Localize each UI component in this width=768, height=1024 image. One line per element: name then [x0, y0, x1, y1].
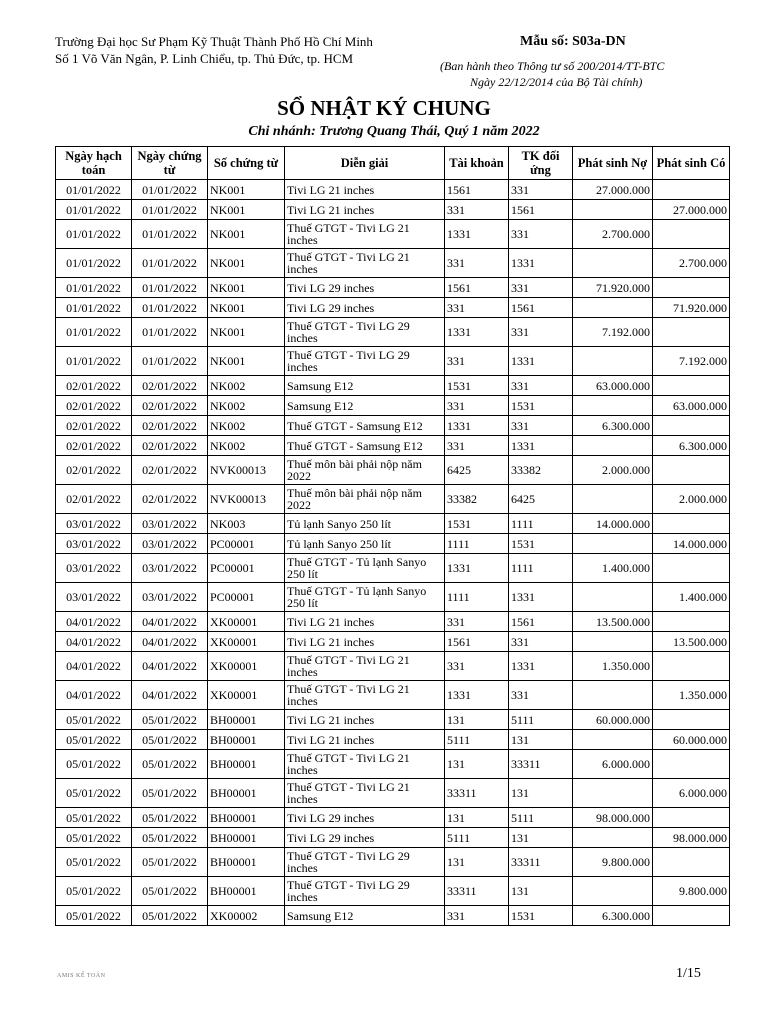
voucher-no-cell: NVK00013 [208, 485, 285, 514]
table-header-row [56, 147, 730, 180]
credit-cell [653, 220, 730, 249]
debit-cell: 98.000.000 [573, 808, 653, 828]
voucher-no-cell: XK00001 [208, 612, 285, 632]
voucher-date-cell: 02/01/2022 [132, 456, 208, 485]
voucher-date-cell: 01/01/2022 [132, 220, 208, 249]
table-row [56, 347, 730, 376]
contra-account-cell: 131 [509, 877, 573, 906]
voucher-date-cell: 02/01/2022 [132, 396, 208, 416]
credit-cell [653, 416, 730, 436]
debit-cell [573, 828, 653, 848]
voucher-no-cell: NK002 [208, 436, 285, 456]
voucher-no-cell: PC00001 [208, 554, 285, 583]
voucher-date-cell: 04/01/2022 [132, 652, 208, 681]
account-cell: 6425 [445, 456, 509, 485]
account-cell: 131 [445, 848, 509, 877]
debit-cell [573, 779, 653, 808]
contra-account-cell: 1531 [509, 906, 573, 926]
page-subtitle: Chi nhánh: Trương Quang Thái, Quý 1 năm 2022 [248, 124, 540, 139]
voucher-date-cell: 05/01/2022 [132, 730, 208, 750]
posting-date-cell: 03/01/2022 [56, 583, 132, 612]
debit-cell: 14.000.000 [573, 514, 653, 534]
voucher-date-cell: 03/01/2022 [132, 534, 208, 554]
table-row [56, 514, 730, 534]
voucher-no-cell: NK002 [208, 396, 285, 416]
description-cell: Thuế GTGT - Tivi LG 21 inches [285, 652, 445, 681]
description-cell: Tủ lạnh Sanyo 250 lít [285, 514, 445, 534]
voucher-no-cell: BH00001 [208, 808, 285, 828]
debit-cell [573, 249, 653, 278]
voucher-date-cell: 01/01/2022 [132, 278, 208, 298]
contra-account-cell: 131 [509, 828, 573, 848]
posting-date-cell: 05/01/2022 [56, 877, 132, 906]
contra-account-cell: 1331 [509, 347, 573, 376]
credit-cell [653, 318, 730, 347]
account-cell: 131 [445, 808, 509, 828]
voucher-date-cell: 04/01/2022 [132, 681, 208, 710]
credit-cell [653, 612, 730, 632]
contra-account-cell: 1111 [509, 514, 573, 534]
posting-date-cell: 05/01/2022 [56, 848, 132, 877]
posting-date-cell: 01/01/2022 [56, 220, 132, 249]
contra-account-cell: 1331 [509, 583, 573, 612]
account-cell: 331 [445, 436, 509, 456]
account-cell: 331 [445, 652, 509, 681]
account-cell: 331 [445, 249, 509, 278]
debit-cell: 9.800.000 [573, 848, 653, 877]
contra-account-cell: 131 [509, 730, 573, 750]
voucher-no-cell: NK001 [208, 249, 285, 278]
description-cell: Thuế GTGT - Tivi LG 21 inches [285, 249, 445, 278]
posting-date-cell: 01/01/2022 [56, 180, 132, 200]
voucher-date-cell: 01/01/2022 [132, 318, 208, 347]
description-cell: Samsung E12 [285, 396, 445, 416]
col-voucher-no: Số chứng từ [208, 147, 285, 180]
account-cell: 1531 [445, 376, 509, 396]
debit-cell: 6.000.000 [573, 750, 653, 779]
account-cell: 1111 [445, 583, 509, 612]
contra-account-cell: 33311 [509, 848, 573, 877]
credit-cell [653, 376, 730, 396]
description-cell: Samsung E12 [285, 376, 445, 396]
voucher-date-cell: 01/01/2022 [132, 298, 208, 318]
account-cell: 1561 [445, 632, 509, 652]
account-cell: 1331 [445, 416, 509, 436]
table-row [56, 710, 730, 730]
description-cell: Thuế GTGT - Tivi LG 29 inches [285, 347, 445, 376]
credit-cell: 2.000.000 [653, 485, 730, 514]
voucher-no-cell: BH00001 [208, 710, 285, 730]
description-cell: Thuế GTGT - Tivi LG 21 inches [285, 750, 445, 779]
description-cell: Thuế GTGT - Tivi LG 29 inches [285, 318, 445, 347]
table-row [56, 808, 730, 828]
contra-account-cell: 331 [509, 318, 573, 347]
table-row [56, 779, 730, 808]
credit-cell [653, 514, 730, 534]
table-row [56, 220, 730, 249]
voucher-date-cell: 02/01/2022 [132, 485, 208, 514]
table-row [56, 456, 730, 485]
credit-cell: 2.700.000 [653, 249, 730, 278]
voucher-date-cell: 01/01/2022 [132, 180, 208, 200]
account-cell: 5111 [445, 730, 509, 750]
debit-cell: 6.300.000 [573, 906, 653, 926]
contra-account-cell: 1111 [509, 554, 573, 583]
contra-account-cell: 1561 [509, 298, 573, 318]
description-cell: Tivi LG 21 inches [285, 730, 445, 750]
debit-cell: 6.300.000 [573, 416, 653, 436]
table-row [56, 906, 730, 926]
description-cell: Tivi LG 21 inches [285, 612, 445, 632]
voucher-no-cell: BH00001 [208, 877, 285, 906]
account-cell: 131 [445, 750, 509, 779]
posting-date-cell: 03/01/2022 [56, 554, 132, 583]
voucher-no-cell: BH00001 [208, 750, 285, 779]
contra-account-cell: 5111 [509, 808, 573, 828]
description-cell: Tủ lạnh Sanyo 250 lít [285, 534, 445, 554]
description-cell: Samsung E12 [285, 906, 445, 926]
account-cell: 331 [445, 200, 509, 220]
credit-cell: 60.000.000 [653, 730, 730, 750]
voucher-no-cell: BH00001 [208, 848, 285, 877]
debit-cell [573, 583, 653, 612]
account-cell: 331 [445, 298, 509, 318]
credit-cell [653, 906, 730, 926]
contra-account-cell: 1531 [509, 534, 573, 554]
description-cell: Tivi LG 21 inches [285, 632, 445, 652]
debit-cell: 2.700.000 [573, 220, 653, 249]
description-cell: Thuế GTGT - Tủ lạnh Sanyo 250 lít [285, 554, 445, 583]
contra-account-cell: 33311 [509, 750, 573, 779]
table-row [56, 180, 730, 200]
issued-note-line2: Ngày 22/12/2014 của Bộ Tài chính) [470, 75, 643, 89]
contra-account-cell: 1561 [509, 612, 573, 632]
table-row [56, 877, 730, 906]
credit-cell: 1.350.000 [653, 681, 730, 710]
credit-cell [653, 278, 730, 298]
credit-cell [653, 808, 730, 828]
posting-date-cell: 04/01/2022 [56, 652, 132, 681]
voucher-date-cell: 05/01/2022 [132, 877, 208, 906]
voucher-date-cell: 05/01/2022 [132, 848, 208, 877]
debit-cell: 7.192.000 [573, 318, 653, 347]
voucher-no-cell: NK001 [208, 220, 285, 249]
table-row [56, 396, 730, 416]
col-contra-account: TK đối ứng [509, 147, 573, 180]
credit-cell: 9.800.000 [653, 877, 730, 906]
posting-date-cell: 05/01/2022 [56, 710, 132, 730]
posting-date-cell: 01/01/2022 [56, 200, 132, 220]
contra-account-cell: 1331 [509, 436, 573, 456]
voucher-no-cell: XK00001 [208, 652, 285, 681]
debit-cell: 1.400.000 [573, 554, 653, 583]
debit-cell: 71.920.000 [573, 278, 653, 298]
debit-cell: 60.000.000 [573, 710, 653, 730]
posting-date-cell: 02/01/2022 [56, 376, 132, 396]
col-account: Tài khoản [445, 147, 509, 180]
voucher-no-cell: NK001 [208, 200, 285, 220]
posting-date-cell: 04/01/2022 [56, 612, 132, 632]
issued-note-line1: (Ban hành theo Thông tư số 200/2014/TT-BTC [440, 59, 665, 73]
debit-cell: 2.000.000 [573, 456, 653, 485]
table-row [56, 730, 730, 750]
posting-date-cell: 03/01/2022 [56, 514, 132, 534]
voucher-no-cell: PC00001 [208, 534, 285, 554]
account-cell: 331 [445, 396, 509, 416]
description-cell: Tivi LG 29 inches [285, 298, 445, 318]
voucher-date-cell: 04/01/2022 [132, 612, 208, 632]
debit-cell [573, 877, 653, 906]
description-cell: Thuế GTGT - Tivi LG 21 inches [285, 779, 445, 808]
posting-date-cell: 01/01/2022 [56, 249, 132, 278]
posting-date-cell: 05/01/2022 [56, 730, 132, 750]
account-cell: 1331 [445, 220, 509, 249]
debit-cell [573, 730, 653, 750]
voucher-no-cell: PC00001 [208, 583, 285, 612]
posting-date-cell: 02/01/2022 [56, 436, 132, 456]
table-row [56, 612, 730, 632]
contra-account-cell: 1331 [509, 249, 573, 278]
debit-cell: 13.500.000 [573, 612, 653, 632]
table-row [56, 376, 730, 396]
account-cell: 1561 [445, 278, 509, 298]
description-cell: Tivi LG 21 inches [285, 200, 445, 220]
col-credit: Phát sinh Có [653, 147, 730, 180]
voucher-no-cell: NK002 [208, 416, 285, 436]
voucher-no-cell: XK00001 [208, 632, 285, 652]
contra-account-cell: 331 [509, 180, 573, 200]
voucher-no-cell: BH00001 [208, 730, 285, 750]
account-cell: 1111 [445, 534, 509, 554]
credit-cell [653, 848, 730, 877]
account-cell: 1331 [445, 554, 509, 583]
voucher-no-cell: NK002 [208, 376, 285, 396]
description-cell: Thuế GTGT - Tivi LG 21 inches [285, 220, 445, 249]
posting-date-cell: 05/01/2022 [56, 779, 132, 808]
account-cell: 331 [445, 612, 509, 632]
debit-cell [573, 632, 653, 652]
table-row [56, 298, 730, 318]
table-row [56, 318, 730, 347]
posting-date-cell: 01/01/2022 [56, 318, 132, 347]
account-cell: 331 [445, 906, 509, 926]
debit-cell [573, 396, 653, 416]
account-cell: 1531 [445, 514, 509, 534]
credit-cell: 6.000.000 [653, 779, 730, 808]
posting-date-cell: 04/01/2022 [56, 632, 132, 652]
page-title: SỔ NHẬT KÝ CHUNG [277, 96, 491, 120]
description-cell: Tivi LG 21 inches [285, 180, 445, 200]
description-cell: Tivi LG 29 inches [285, 808, 445, 828]
journal-table [55, 146, 730, 926]
posting-date-cell: 02/01/2022 [56, 485, 132, 514]
credit-cell: 7.192.000 [653, 347, 730, 376]
organization-address: Số 1 Võ Văn Ngân, P. Linh Chiểu, tp. Thủ Đức, tp. HCM [55, 51, 354, 66]
debit-cell: 63.000.000 [573, 376, 653, 396]
voucher-no-cell: NVK00013 [208, 456, 285, 485]
voucher-no-cell: NK001 [208, 318, 285, 347]
table-row [56, 200, 730, 220]
debit-cell [573, 681, 653, 710]
account-cell: 5111 [445, 828, 509, 848]
contra-account-cell: 331 [509, 416, 573, 436]
debit-cell [573, 534, 653, 554]
description-cell: Thuế GTGT - Tủ lạnh Sanyo 250 lít [285, 583, 445, 612]
credit-cell [653, 180, 730, 200]
account-cell: 1331 [445, 681, 509, 710]
voucher-no-cell: BH00001 [208, 828, 285, 848]
voucher-date-cell: 04/01/2022 [132, 632, 208, 652]
table-row [56, 278, 730, 298]
col-voucher-date: Ngày chứng từ [132, 147, 208, 180]
table-row [56, 848, 730, 877]
account-cell: 131 [445, 710, 509, 730]
description-cell: Thuế GTGT - Tivi LG 21 inches [285, 681, 445, 710]
debit-cell: 27.000.000 [573, 180, 653, 200]
col-debit: Phát sinh Nợ [573, 147, 653, 180]
voucher-date-cell: 05/01/2022 [132, 750, 208, 779]
voucher-no-cell: NK003 [208, 514, 285, 534]
table-row [56, 416, 730, 436]
table-row [56, 436, 730, 456]
posting-date-cell: 01/01/2022 [56, 347, 132, 376]
voucher-date-cell: 05/01/2022 [132, 710, 208, 730]
debit-cell [573, 347, 653, 376]
posting-date-cell: 03/01/2022 [56, 534, 132, 554]
table-row [56, 249, 730, 278]
table-row [56, 583, 730, 612]
voucher-date-cell: 01/01/2022 [132, 249, 208, 278]
voucher-no-cell: NK001 [208, 298, 285, 318]
credit-cell [653, 750, 730, 779]
voucher-date-cell: 05/01/2022 [132, 779, 208, 808]
posting-date-cell: 02/01/2022 [56, 416, 132, 436]
posting-date-cell: 02/01/2022 [56, 456, 132, 485]
description-cell: Thuế GTGT - Tivi LG 29 inches [285, 848, 445, 877]
voucher-date-cell: 02/01/2022 [132, 436, 208, 456]
table-row [56, 652, 730, 681]
contra-account-cell: 33382 [509, 456, 573, 485]
contra-account-cell: 5111 [509, 710, 573, 730]
voucher-no-cell: NK001 [208, 278, 285, 298]
credit-cell [653, 710, 730, 730]
voucher-date-cell: 05/01/2022 [132, 906, 208, 926]
voucher-date-cell: 05/01/2022 [132, 828, 208, 848]
account-cell: 1561 [445, 180, 509, 200]
voucher-date-cell: 01/01/2022 [132, 200, 208, 220]
voucher-no-cell: XK00001 [208, 681, 285, 710]
contra-account-cell: 331 [509, 632, 573, 652]
posting-date-cell: 01/01/2022 [56, 278, 132, 298]
posting-date-cell: 02/01/2022 [56, 396, 132, 416]
credit-cell: 71.920.000 [653, 298, 730, 318]
credit-cell: 63.000.000 [653, 396, 730, 416]
credit-cell: 13.500.000 [653, 632, 730, 652]
credit-cell [653, 652, 730, 681]
contra-account-cell: 131 [509, 779, 573, 808]
contra-account-cell: 6425 [509, 485, 573, 514]
footer-brand: AMIS KẾ TOÁN [57, 973, 106, 979]
voucher-no-cell: XK00002 [208, 906, 285, 926]
col-description: Diễn giải [285, 147, 445, 180]
voucher-date-cell: 05/01/2022 [132, 808, 208, 828]
description-cell: Thuế môn bài phải nộp năm 2022 [285, 456, 445, 485]
credit-cell: 1.400.000 [653, 583, 730, 612]
description-cell: Tivi LG 29 inches [285, 828, 445, 848]
account-cell: 331 [445, 347, 509, 376]
credit-cell: 27.000.000 [653, 200, 730, 220]
contra-account-cell: 1531 [509, 396, 573, 416]
voucher-date-cell: 02/01/2022 [132, 376, 208, 396]
account-cell: 1331 [445, 318, 509, 347]
voucher-date-cell: 03/01/2022 [132, 554, 208, 583]
debit-cell [573, 436, 653, 456]
account-cell: 33311 [445, 779, 509, 808]
contra-account-cell: 331 [509, 278, 573, 298]
account-cell: 33311 [445, 877, 509, 906]
contra-account-cell: 331 [509, 681, 573, 710]
account-cell: 33382 [445, 485, 509, 514]
posting-date-cell: 05/01/2022 [56, 906, 132, 926]
table-row [56, 554, 730, 583]
debit-cell [573, 485, 653, 514]
table-row [56, 632, 730, 652]
credit-cell: 6.300.000 [653, 436, 730, 456]
table-row [56, 534, 730, 554]
description-cell: Thuế GTGT - Tivi LG 29 inches [285, 877, 445, 906]
table-row [56, 681, 730, 710]
description-cell: Tivi LG 21 inches [285, 710, 445, 730]
voucher-date-cell: 03/01/2022 [132, 583, 208, 612]
posting-date-cell: 05/01/2022 [56, 828, 132, 848]
voucher-date-cell: 02/01/2022 [132, 416, 208, 436]
table-row [56, 750, 730, 779]
voucher-date-cell: 03/01/2022 [132, 514, 208, 534]
organization-name: Trường Đại học Sư Phạm Kỹ Thuật Thành Phố Hồ Chí Minh [55, 34, 373, 49]
credit-cell [653, 554, 730, 583]
credit-cell: 98.000.000 [653, 828, 730, 848]
contra-account-cell: 331 [509, 220, 573, 249]
credit-cell [653, 456, 730, 485]
debit-cell [573, 298, 653, 318]
posting-date-cell: 05/01/2022 [56, 750, 132, 779]
posting-date-cell: 01/01/2022 [56, 298, 132, 318]
credit-cell: 14.000.000 [653, 534, 730, 554]
form-number: Mẫu số: S03a-DN [520, 34, 626, 49]
description-cell: Thuế GTGT - Samsung E12 [285, 416, 445, 436]
debit-cell [573, 200, 653, 220]
contra-account-cell: 1561 [509, 200, 573, 220]
page-number: 1/15 [676, 966, 701, 981]
voucher-no-cell: BH00001 [208, 779, 285, 808]
description-cell: Tivi LG 29 inches [285, 278, 445, 298]
table-row [56, 828, 730, 848]
description-cell: Thuế môn bài phải nộp năm 2022 [285, 485, 445, 514]
voucher-date-cell: 01/01/2022 [132, 347, 208, 376]
contra-account-cell: 1331 [509, 652, 573, 681]
posting-date-cell: 04/01/2022 [56, 681, 132, 710]
voucher-no-cell: NK001 [208, 347, 285, 376]
posting-date-cell: 05/01/2022 [56, 808, 132, 828]
description-cell: Thuế GTGT - Samsung E12 [285, 436, 445, 456]
col-posting-date: Ngày hạch toán [56, 147, 132, 180]
table-row [56, 485, 730, 514]
contra-account-cell: 331 [509, 376, 573, 396]
voucher-no-cell: NK001 [208, 180, 285, 200]
debit-cell: 1.350.000 [573, 652, 653, 681]
table-body [56, 180, 730, 926]
